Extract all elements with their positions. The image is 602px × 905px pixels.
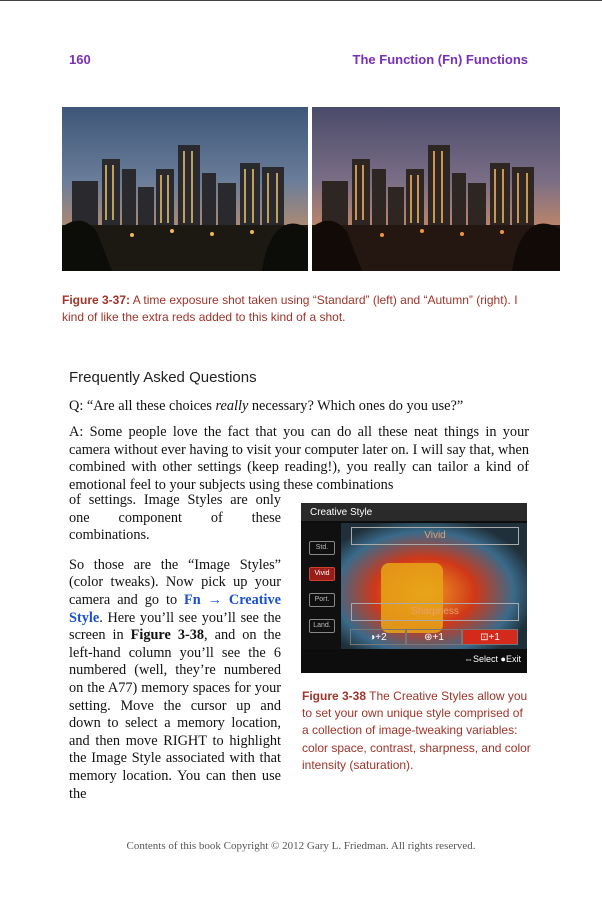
page-number: 160 (69, 52, 91, 67)
answer-column (69, 492, 281, 803)
photo-standard (62, 107, 308, 271)
style-selector[interactable]: Vivid (351, 527, 519, 545)
faq-heading: Frequently Asked Questions (69, 369, 257, 386)
style-slot-portrait[interactable]: Port. (309, 593, 335, 607)
top-rule (0, 0, 602, 1)
copyright-footer: Contents of this book Copyright © 2012 Gary L. Friedman. All rights reserved. (126, 840, 476, 852)
photo-autumn (312, 107, 560, 271)
faq-question (69, 398, 529, 416)
faq-answer: A: Some people love the fact that you can do all these neat things in your camera without ever having to visit your computer later on. I will say that, when combined with other settings (keep reading!), you really can tailor a kind of emotional feel to your subjects using these combinations (69, 424, 529, 493)
screen-title: Creative Style (310, 507, 373, 518)
style-slot-landscape[interactable]: Land. (309, 619, 335, 633)
parameter-selector[interactable]: Sharpness (351, 603, 519, 621)
answer-paragraph-1: of settings. Image Styles are only one component of these combinations. (69, 492, 281, 544)
figure-3-38-text: The Creative Styles allow you to set your own unique style comprised of a collection of image-tweaking variables: color space, contrast, sharpness, and color intensity (saturation). (302, 689, 531, 772)
style-slot-standard[interactable]: Std. (309, 541, 335, 555)
figure-reference: Figure 3-38 (130, 627, 205, 644)
screen-footer-hint: ⇔Select ●Exit (464, 654, 521, 664)
question-emphasis: really (215, 398, 249, 414)
style-slot-vivid[interactable]: Vivid (309, 567, 335, 581)
menu-path: Fn → Creative Style (69, 591, 281, 626)
paragraph-text: . Here you’ll see you’ll see the screen in (69, 609, 281, 644)
figure-3-38-caption (302, 688, 532, 774)
paragraph-text: So those are the “Image Styles” (color tweaks). Now pick up your camera and go to (69, 556, 281, 608)
sharpness-value[interactable]: ⊡+1 (462, 629, 518, 645)
saturation-value[interactable]: ⊛+1 (406, 629, 462, 645)
answer-paragraph-2 (69, 557, 281, 803)
figure-3-37-caption (62, 292, 542, 326)
figure-3-37-label: Figure 3-37: (62, 293, 131, 307)
question-text-start: Q: “Are all these choices (69, 398, 216, 414)
paragraph-text: , and on the left-hand column you’ll see the 6 numbered (well, they’re numbered on the A77) memory spaces for your setting. Move the cursor up and down to select a memory location, and then move RIGHT to highlight the Image Style associated with that memory location. You can then use the (69, 627, 281, 802)
figure-3-38-label: Figure 3-38 (302, 689, 367, 703)
parameter-values (350, 629, 518, 645)
contrast-value[interactable]: ◑+2 (350, 629, 406, 645)
figure-3-37-text: A time exposure shot taken using “Standard” (left) and “Autumn” (right). I kind of like the extra reds added to this kind of a shot. (62, 293, 518, 324)
chapter-title: The Function (Fn) Functions (352, 52, 528, 67)
creative-style-screen (301, 503, 527, 673)
question-text-end: necessary? Which ones do you use?” (248, 398, 464, 414)
